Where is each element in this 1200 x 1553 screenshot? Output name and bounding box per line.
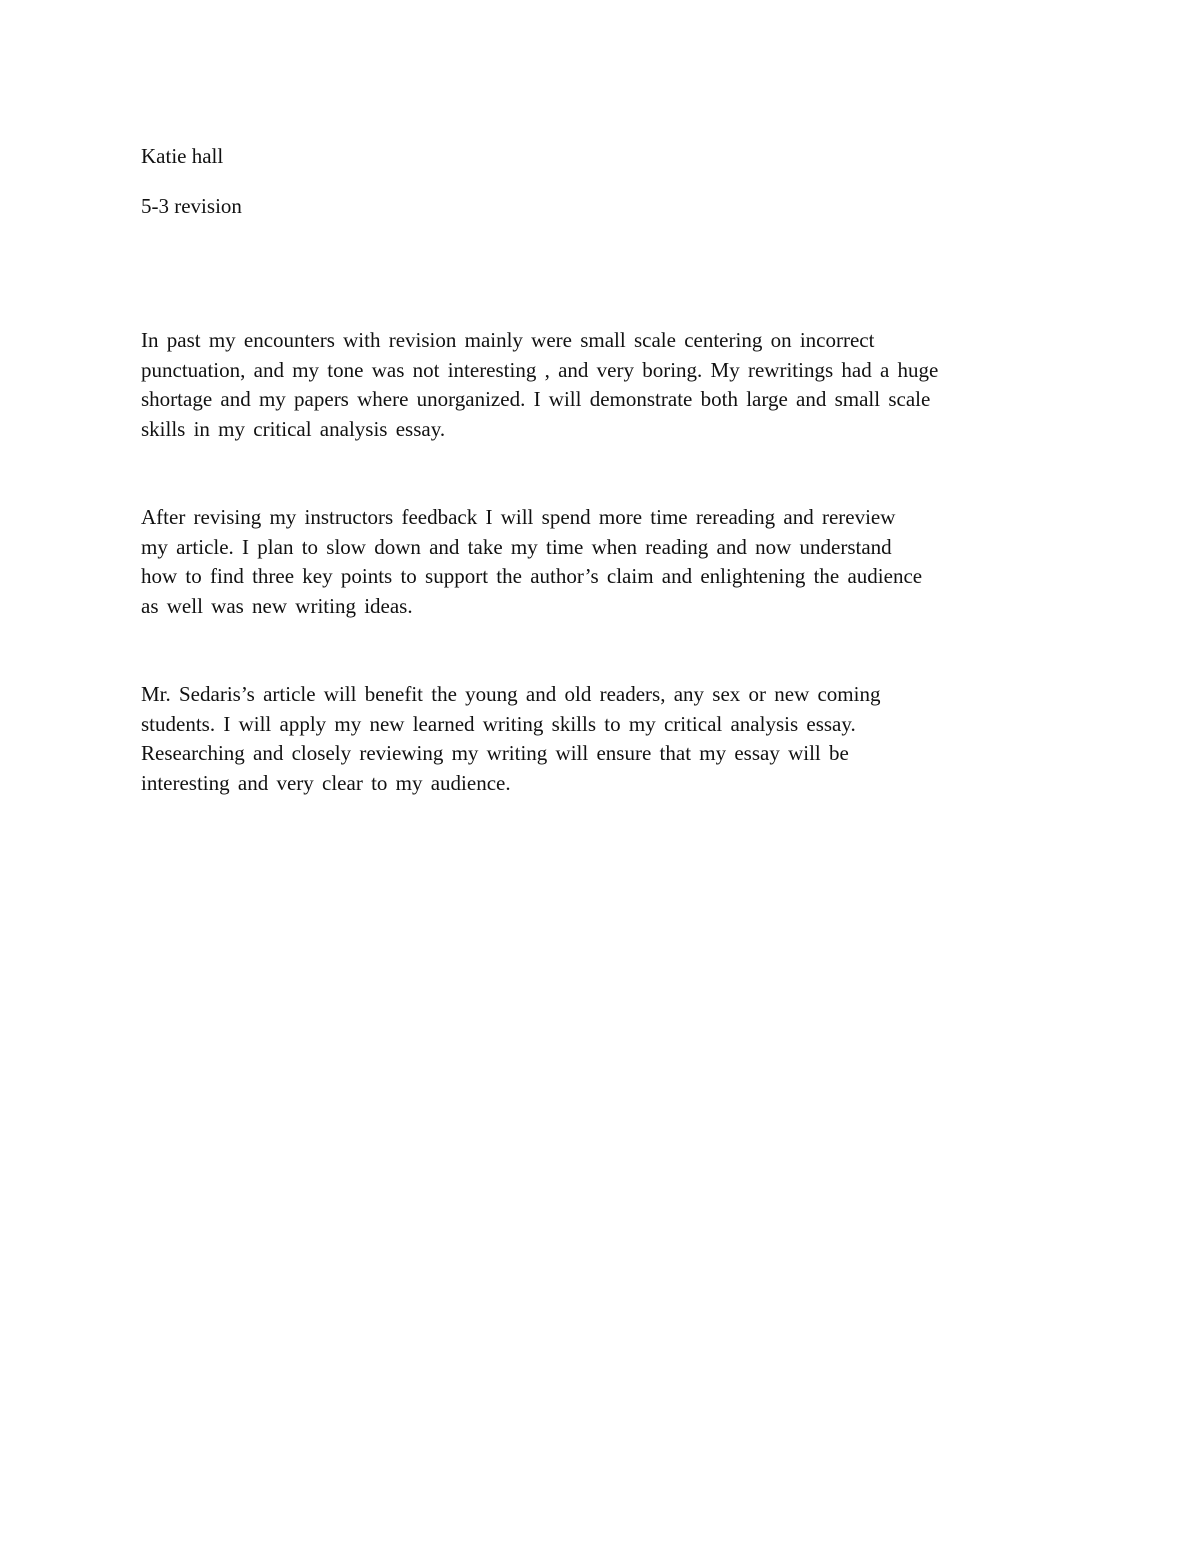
paragraph-line: punctuation, and my tone was not interesting , and very boring. My rewritings had a huge bbox=[141, 357, 939, 382]
author-name: Katie hall bbox=[141, 144, 224, 168]
paragraph-line: students. I will apply my new learned writing skills to my critical analysis essay. bbox=[141, 711, 856, 736]
paragraph-line: Mr. Sedaris’s article will benefit the young and old readers, any sex or new coming bbox=[141, 682, 881, 706]
paragraph-2 bbox=[141, 503, 922, 621]
paragraph-line: shortage and my papers where unorganized. I will demonstrate both large and small scale bbox=[141, 387, 931, 411]
paragraph-line: After revising my instructors feedback I will spend more time rereading and rereview bbox=[141, 505, 896, 529]
paragraph-line: Researching and closely reviewing my writing will ensure that my essay will be bbox=[141, 741, 849, 765]
paragraph-line: skills in my critical analysis essay. bbox=[141, 416, 446, 441]
paragraph-line: interesting and very clear to my audience. bbox=[141, 770, 511, 795]
paragraph-1 bbox=[141, 326, 938, 444]
paragraph-3 bbox=[141, 680, 880, 798]
paragraph-line: my article. I plan to slow down and take my time when reading and now understand bbox=[141, 534, 892, 559]
paragraph-line: how to find three key points to support the author’s claim and enlightening the audience bbox=[141, 564, 923, 588]
assignment-title: 5-3 revision bbox=[141, 194, 242, 218]
paragraph-line: In past my encounters with revision mainly were small scale centering on incorrect bbox=[141, 328, 875, 352]
paragraph-line: as well was new writing ideas. bbox=[141, 593, 413, 618]
